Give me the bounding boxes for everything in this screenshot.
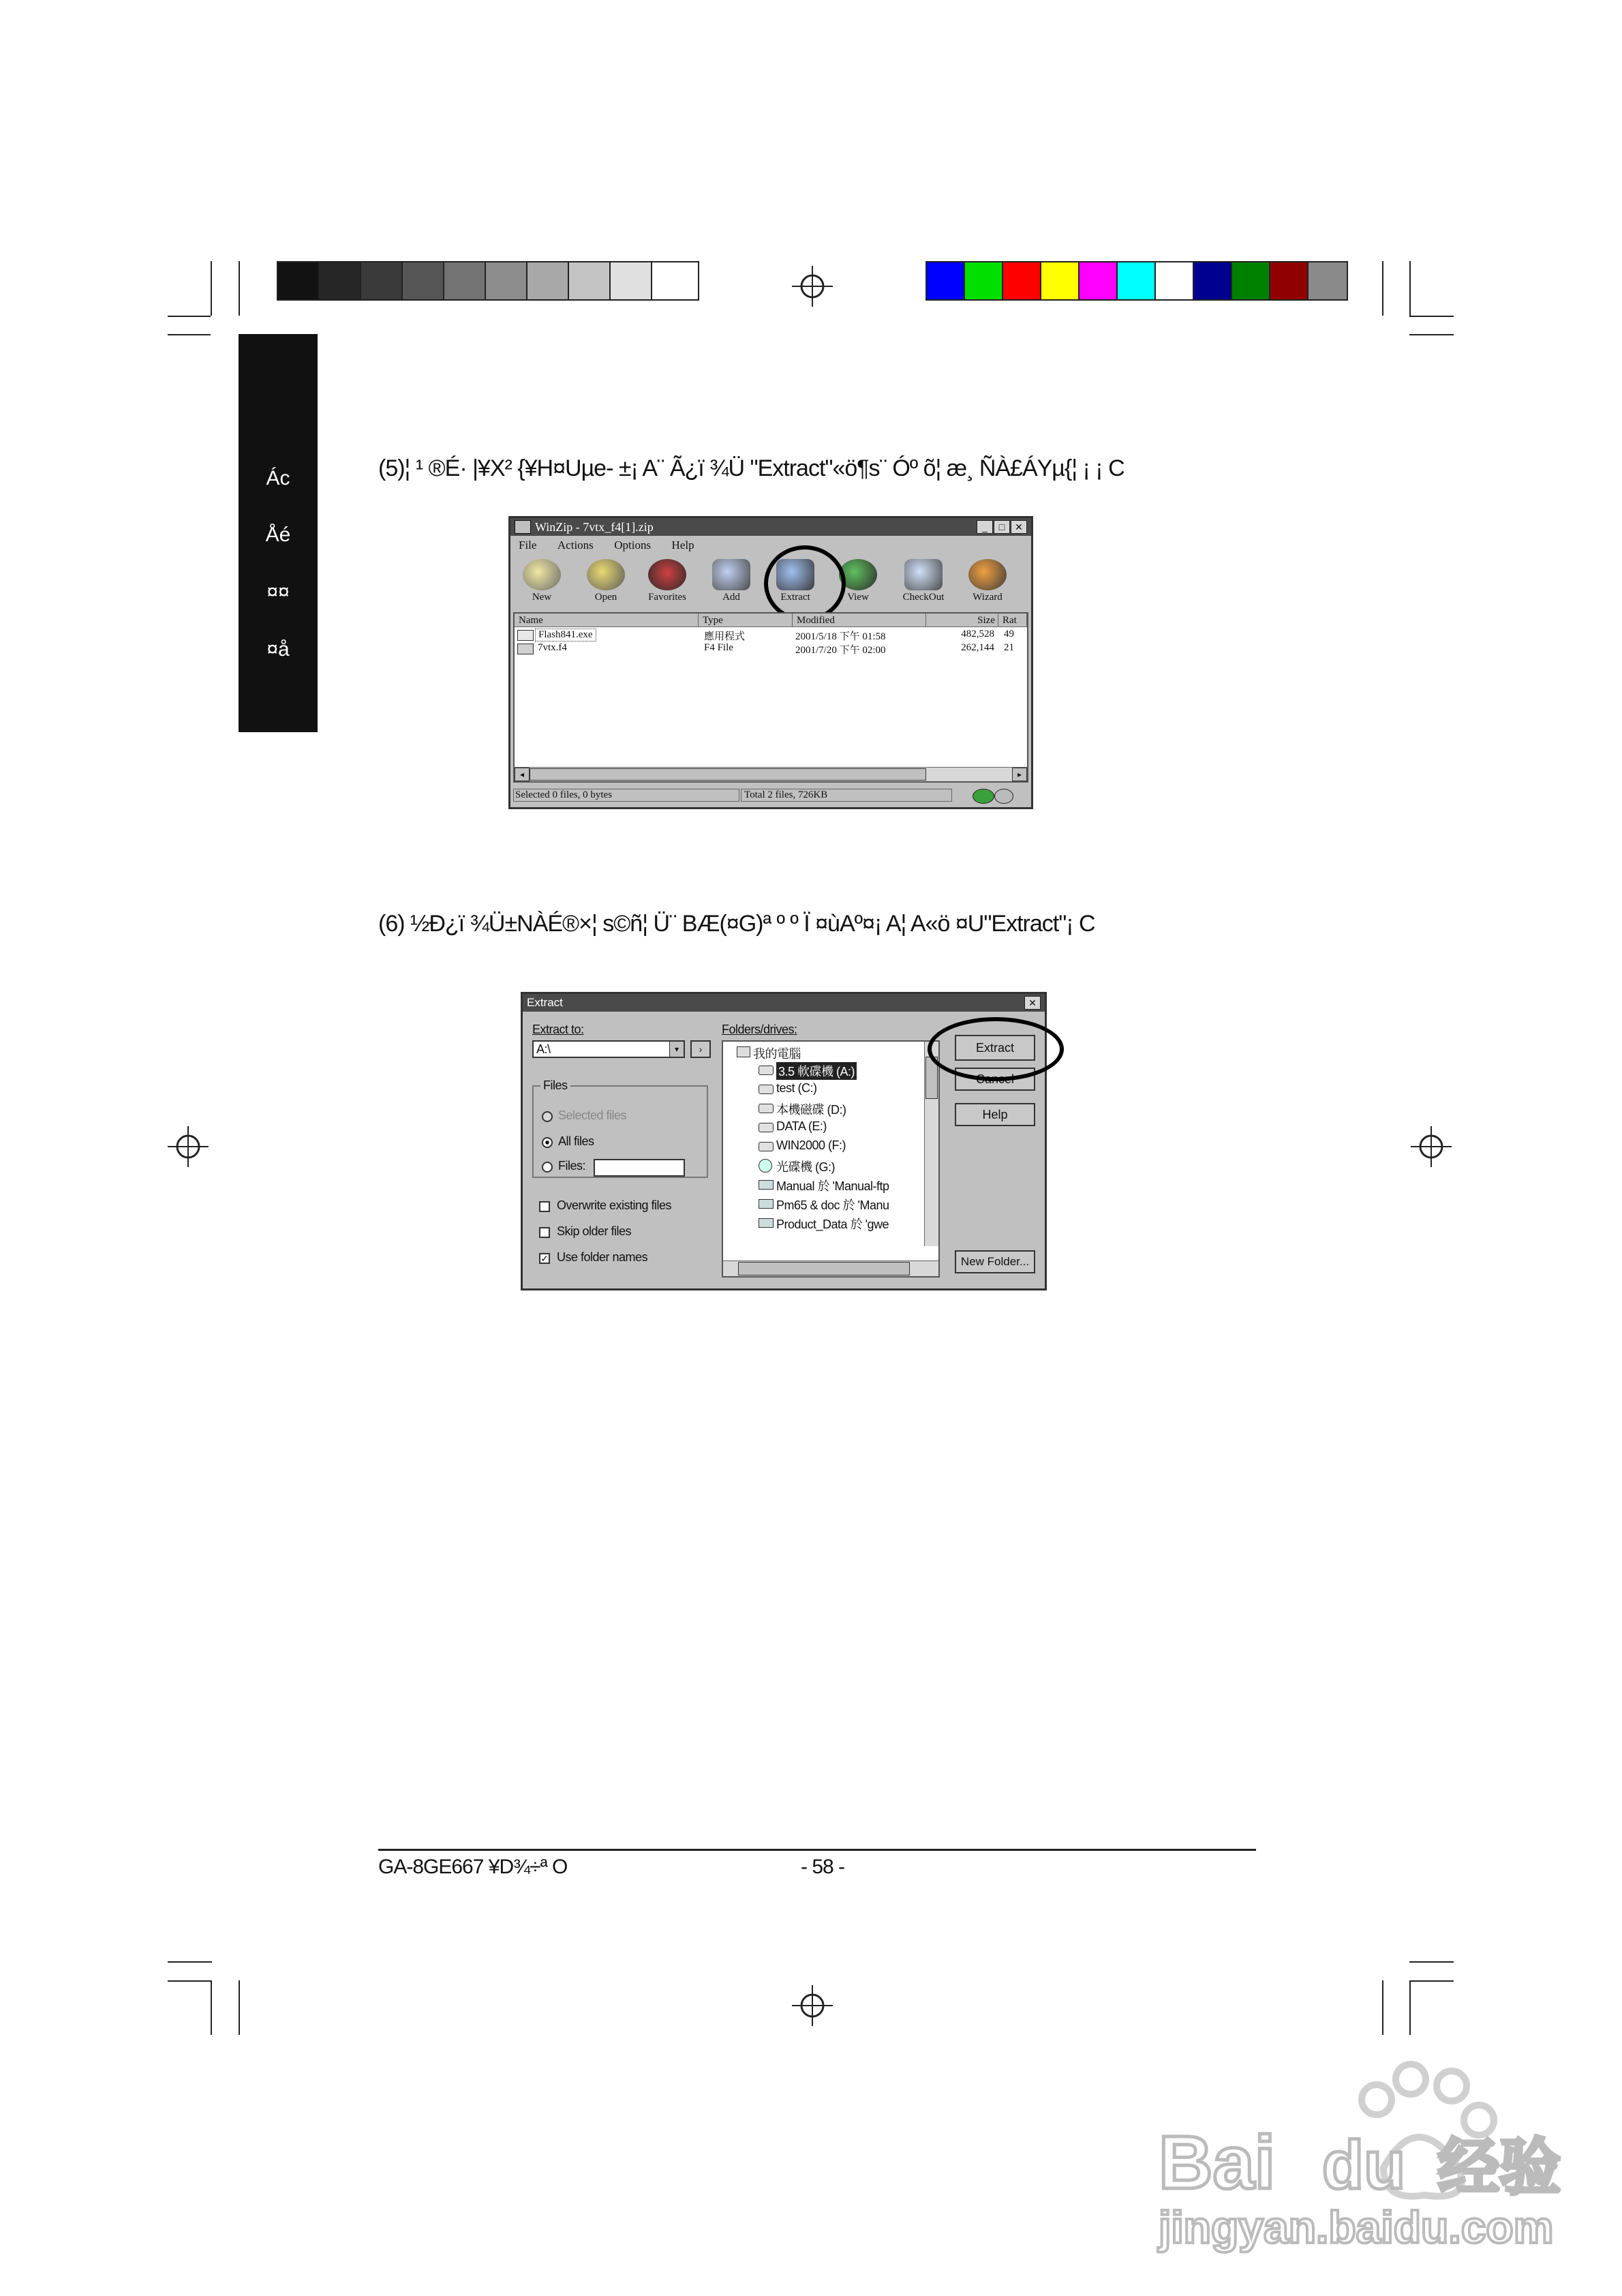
radio-all-files-label: All files bbox=[558, 1134, 594, 1148]
cd-drive-icon bbox=[759, 1159, 772, 1173]
dropdown-arrow-icon[interactable]: ▾ bbox=[669, 1042, 684, 1057]
col-name[interactable]: Name bbox=[515, 614, 699, 627]
crop-mark bbox=[1409, 1980, 1454, 1982]
overwrite-label: Overwrite existing files bbox=[557, 1198, 672, 1212]
registration-target-icon bbox=[792, 1985, 833, 2026]
status-light-icon bbox=[973, 789, 994, 804]
status-light-icon bbox=[994, 789, 1013, 804]
drive-icon bbox=[759, 1085, 774, 1094]
cancel-button[interactable]: Cancel bbox=[955, 1068, 1035, 1091]
file-list bbox=[513, 612, 1028, 783]
browse-arrow-button[interactable]: › bbox=[690, 1040, 711, 1058]
files-group-label: Files bbox=[540, 1078, 570, 1093]
toolbar-extract-button[interactable]: Extract bbox=[768, 559, 823, 603]
row-size: 262,144 bbox=[961, 642, 994, 653]
gray-swatch bbox=[611, 262, 652, 299]
toolbar-add-button[interactable]: Add bbox=[704, 559, 759, 603]
drive-icon bbox=[759, 1104, 774, 1113]
winzip-app-icon bbox=[515, 520, 531, 534]
radio-selected-files-label: Selected files bbox=[558, 1108, 627, 1122]
wizard-icon bbox=[968, 559, 1007, 590]
chapter-side-tab bbox=[239, 334, 318, 732]
radio-selected-files[interactable] bbox=[542, 1111, 553, 1122]
gray-swatch bbox=[527, 262, 569, 299]
gray-swatch bbox=[278, 262, 320, 299]
new-icon bbox=[523, 559, 561, 590]
toolbar-checkout-button[interactable]: CheckOut bbox=[896, 559, 951, 603]
toolbar-view-button[interactable]: View bbox=[831, 559, 885, 603]
grayscale-calibration-bar bbox=[277, 261, 699, 301]
drive-icon bbox=[759, 1066, 774, 1075]
minimize-button[interactable]: _ bbox=[977, 520, 993, 534]
color-swatch bbox=[1080, 262, 1118, 299]
folder-tree[interactable]: 我的電腦 3.5 軟碟機 (A:) test (C:) 本機磁碟 (D:) DATA (E:) WIN2000 (F:) 光碟機 (G:) Manual 於 'Manual-ftp Pm65 & doc 於 'Manu Product_Data 於 'gwe bbox=[722, 1040, 940, 1278]
scroll-right-icon[interactable]: ▸ bbox=[1012, 768, 1027, 781]
side-tab-label: ¤å bbox=[266, 638, 290, 661]
extract-highlight-circle bbox=[764, 545, 846, 622]
registration-target-icon bbox=[792, 266, 833, 307]
svg-text:du: du bbox=[1322, 2127, 1406, 2203]
footer-rule bbox=[378, 1849, 1256, 1851]
extract-dialog bbox=[521, 992, 1047, 1290]
network-drive-icon bbox=[759, 1218, 774, 1228]
skip-older-label: Skip older files bbox=[557, 1224, 632, 1238]
crop-mark bbox=[1409, 316, 1454, 317]
crop-mark bbox=[1409, 1961, 1454, 1963]
crop-mark bbox=[168, 1961, 212, 1963]
menu-options[interactable]: Options bbox=[614, 539, 652, 552]
crop-mark bbox=[168, 316, 211, 317]
favorites-heart-icon bbox=[648, 559, 686, 590]
color-calibration-bar bbox=[925, 261, 1348, 301]
use-folder-names-label: Use folder names bbox=[557, 1250, 648, 1264]
maximize-button[interactable]: □ bbox=[994, 520, 1010, 534]
extract-to-combo[interactable] bbox=[532, 1040, 685, 1058]
skip-older-checkbox[interactable] bbox=[539, 1227, 550, 1238]
dialog-titlebar bbox=[523, 994, 1045, 1012]
toolbar-favorites-button[interactable]: Favorites bbox=[640, 559, 694, 603]
crop-mark bbox=[211, 261, 212, 316]
scroll-thumb[interactable] bbox=[530, 768, 926, 781]
help-button[interactable]: Help bbox=[955, 1103, 1035, 1126]
extract-to-value: A:\ bbox=[536, 1042, 551, 1056]
color-swatch bbox=[1309, 262, 1347, 299]
extract-to-label: Extract to: bbox=[532, 1023, 584, 1036]
color-swatch bbox=[1041, 262, 1080, 299]
scroll-thumb[interactable] bbox=[738, 1262, 910, 1275]
col-type[interactable]: Type bbox=[699, 614, 793, 627]
svg-text:经验: 经验 bbox=[1438, 2132, 1561, 2203]
window-title: WinZip - 7vtx_f4[1].zip bbox=[535, 520, 654, 534]
menu-bar bbox=[519, 539, 712, 552]
color-swatch bbox=[1003, 262, 1041, 299]
status-left: Selected 0 files, 0 bytes bbox=[513, 789, 739, 802]
vertical-scrollbar[interactable] bbox=[924, 1042, 938, 1246]
close-button[interactable]: ✕ bbox=[1024, 996, 1041, 1010]
registration-target-icon bbox=[168, 1126, 209, 1167]
table-row[interactable] bbox=[515, 642, 1027, 656]
open-icon bbox=[587, 559, 625, 590]
new-folder-button[interactable]: New Folder... bbox=[955, 1250, 1035, 1273]
crop-mark bbox=[211, 1980, 212, 2035]
row-name: Flash841.exe bbox=[535, 629, 596, 641]
extract-button[interactable]: Extract bbox=[955, 1035, 1035, 1061]
row-type: F4 File bbox=[704, 642, 733, 653]
color-swatch bbox=[1118, 262, 1156, 299]
row-ratio: 21 bbox=[1004, 642, 1014, 653]
toolbar-open-button[interactable]: Open bbox=[579, 559, 633, 603]
crop-mark bbox=[1409, 261, 1411, 316]
color-swatch bbox=[1270, 262, 1309, 299]
footer-model: GA-8GE667 ¥D¾÷ª O bbox=[378, 1856, 568, 1878]
registration-target-icon bbox=[1411, 1126, 1452, 1167]
crop-mark bbox=[168, 334, 211, 335]
baidu-jingyan-watermark-logo bbox=[1152, 2052, 1561, 2256]
horizontal-scrollbar[interactable] bbox=[515, 767, 1027, 781]
checkout-icon bbox=[904, 559, 943, 590]
crop-mark bbox=[168, 1980, 212, 1982]
crop-mark bbox=[239, 1980, 240, 2035]
exe-file-icon bbox=[517, 630, 534, 641]
status-bar bbox=[512, 787, 1030, 804]
row-name: 7vtx.f4 bbox=[538, 642, 567, 653]
side-tab-label: Ác bbox=[266, 467, 290, 489]
gray-swatch bbox=[444, 262, 486, 299]
dialog-title: Extract bbox=[527, 996, 563, 1009]
extract-button-highlight-circle bbox=[928, 1017, 1064, 1081]
svg-text:jingyan.baidu.com: jingyan.baidu.com bbox=[1159, 2202, 1554, 2252]
gray-swatch bbox=[569, 262, 611, 299]
scroll-left-icon[interactable]: ◂ bbox=[515, 768, 530, 781]
gray-swatch bbox=[361, 262, 403, 299]
crop-mark bbox=[1382, 1980, 1383, 2035]
svg-text:Bai: Bai bbox=[1159, 2121, 1276, 2205]
drive-icon bbox=[759, 1142, 774, 1151]
use-folder-names-checkbox[interactable]: ✓ bbox=[539, 1253, 550, 1264]
menu-help[interactable]: Help bbox=[671, 539, 694, 552]
computer-icon bbox=[737, 1046, 750, 1057]
step-5-text: (5)¦ ¹ ®É· |¥X² {¥H¤Uµe- ±¡ A¨ Ã¿ï ¾Ü "Extract"«ö¶s¨ Óº õ¦ æ¸ ÑÀ£ÁYµ{¦ ¡ ¡ C bbox=[378, 455, 1124, 481]
gray-swatch bbox=[652, 262, 694, 299]
color-swatch bbox=[1156, 262, 1194, 299]
close-button[interactable]: ✕ bbox=[1011, 520, 1027, 534]
crop-mark bbox=[1409, 334, 1454, 335]
toolbar-new-button[interactable]: New bbox=[515, 559, 569, 603]
side-tab-label: ¤¤ bbox=[266, 581, 290, 603]
gray-swatch bbox=[486, 262, 527, 299]
radio-all-files[interactable] bbox=[542, 1137, 553, 1148]
color-swatch bbox=[965, 262, 1003, 299]
overwrite-checkbox[interactable] bbox=[539, 1201, 550, 1212]
row-size: 482,528 bbox=[961, 629, 994, 639]
files-pattern-input[interactable] bbox=[594, 1159, 685, 1177]
menu-actions[interactable]: Actions bbox=[557, 539, 594, 552]
col-ratio[interactable]: Rat bbox=[998, 614, 1027, 627]
winzip-titlebar bbox=[510, 518, 1031, 536]
side-tab-label: Åé bbox=[265, 524, 291, 546]
color-swatch bbox=[927, 262, 965, 299]
color-swatch bbox=[1194, 262, 1232, 299]
table-row[interactable] bbox=[515, 629, 1027, 642]
step-6-text: (6) ½Ð¿ï ¾Ü±NÀÉ®×¦ s©ñ¦ Ü¨ BÆ(¤G)ª º º Ï ¤ùAº¤¡ A¦ A«ö ¤U"Extract"¡ C bbox=[378, 911, 1095, 937]
color-swatch bbox=[1232, 262, 1270, 299]
status-right: Total 2 files, 726KB bbox=[741, 789, 952, 802]
file-icon bbox=[517, 644, 534, 654]
col-modified[interactable]: Modified bbox=[793, 614, 926, 627]
crop-mark bbox=[1382, 261, 1383, 316]
row-modified: 2001/7/20 下午 02:00 bbox=[795, 645, 886, 656]
winzip-window bbox=[508, 516, 1033, 809]
crop-mark bbox=[239, 261, 240, 316]
horizontal-scrollbar[interactable] bbox=[723, 1260, 938, 1276]
add-icon bbox=[712, 559, 750, 590]
radio-files[interactable] bbox=[542, 1162, 553, 1173]
row-type: 應用程式 bbox=[704, 631, 746, 642]
footer-page-number: - 58 - bbox=[801, 1856, 845, 1878]
row-ratio: 49 bbox=[1004, 629, 1014, 639]
folders-label: Folders/drives: bbox=[722, 1023, 797, 1036]
radio-files-label: Files: bbox=[558, 1159, 586, 1173]
toolbar-wizard-button[interactable]: Wizard bbox=[960, 559, 1015, 603]
col-size[interactable]: Size bbox=[926, 614, 998, 627]
crop-mark bbox=[1409, 1980, 1411, 2035]
drive-icon bbox=[759, 1123, 774, 1132]
network-drive-icon bbox=[759, 1180, 774, 1190]
menu-file[interactable]: File bbox=[519, 539, 537, 552]
row-modified: 2001/5/18 下午 01:58 bbox=[795, 631, 886, 642]
gray-swatch bbox=[320, 262, 361, 299]
network-drive-icon bbox=[759, 1199, 774, 1209]
gray-swatch bbox=[403, 262, 444, 299]
